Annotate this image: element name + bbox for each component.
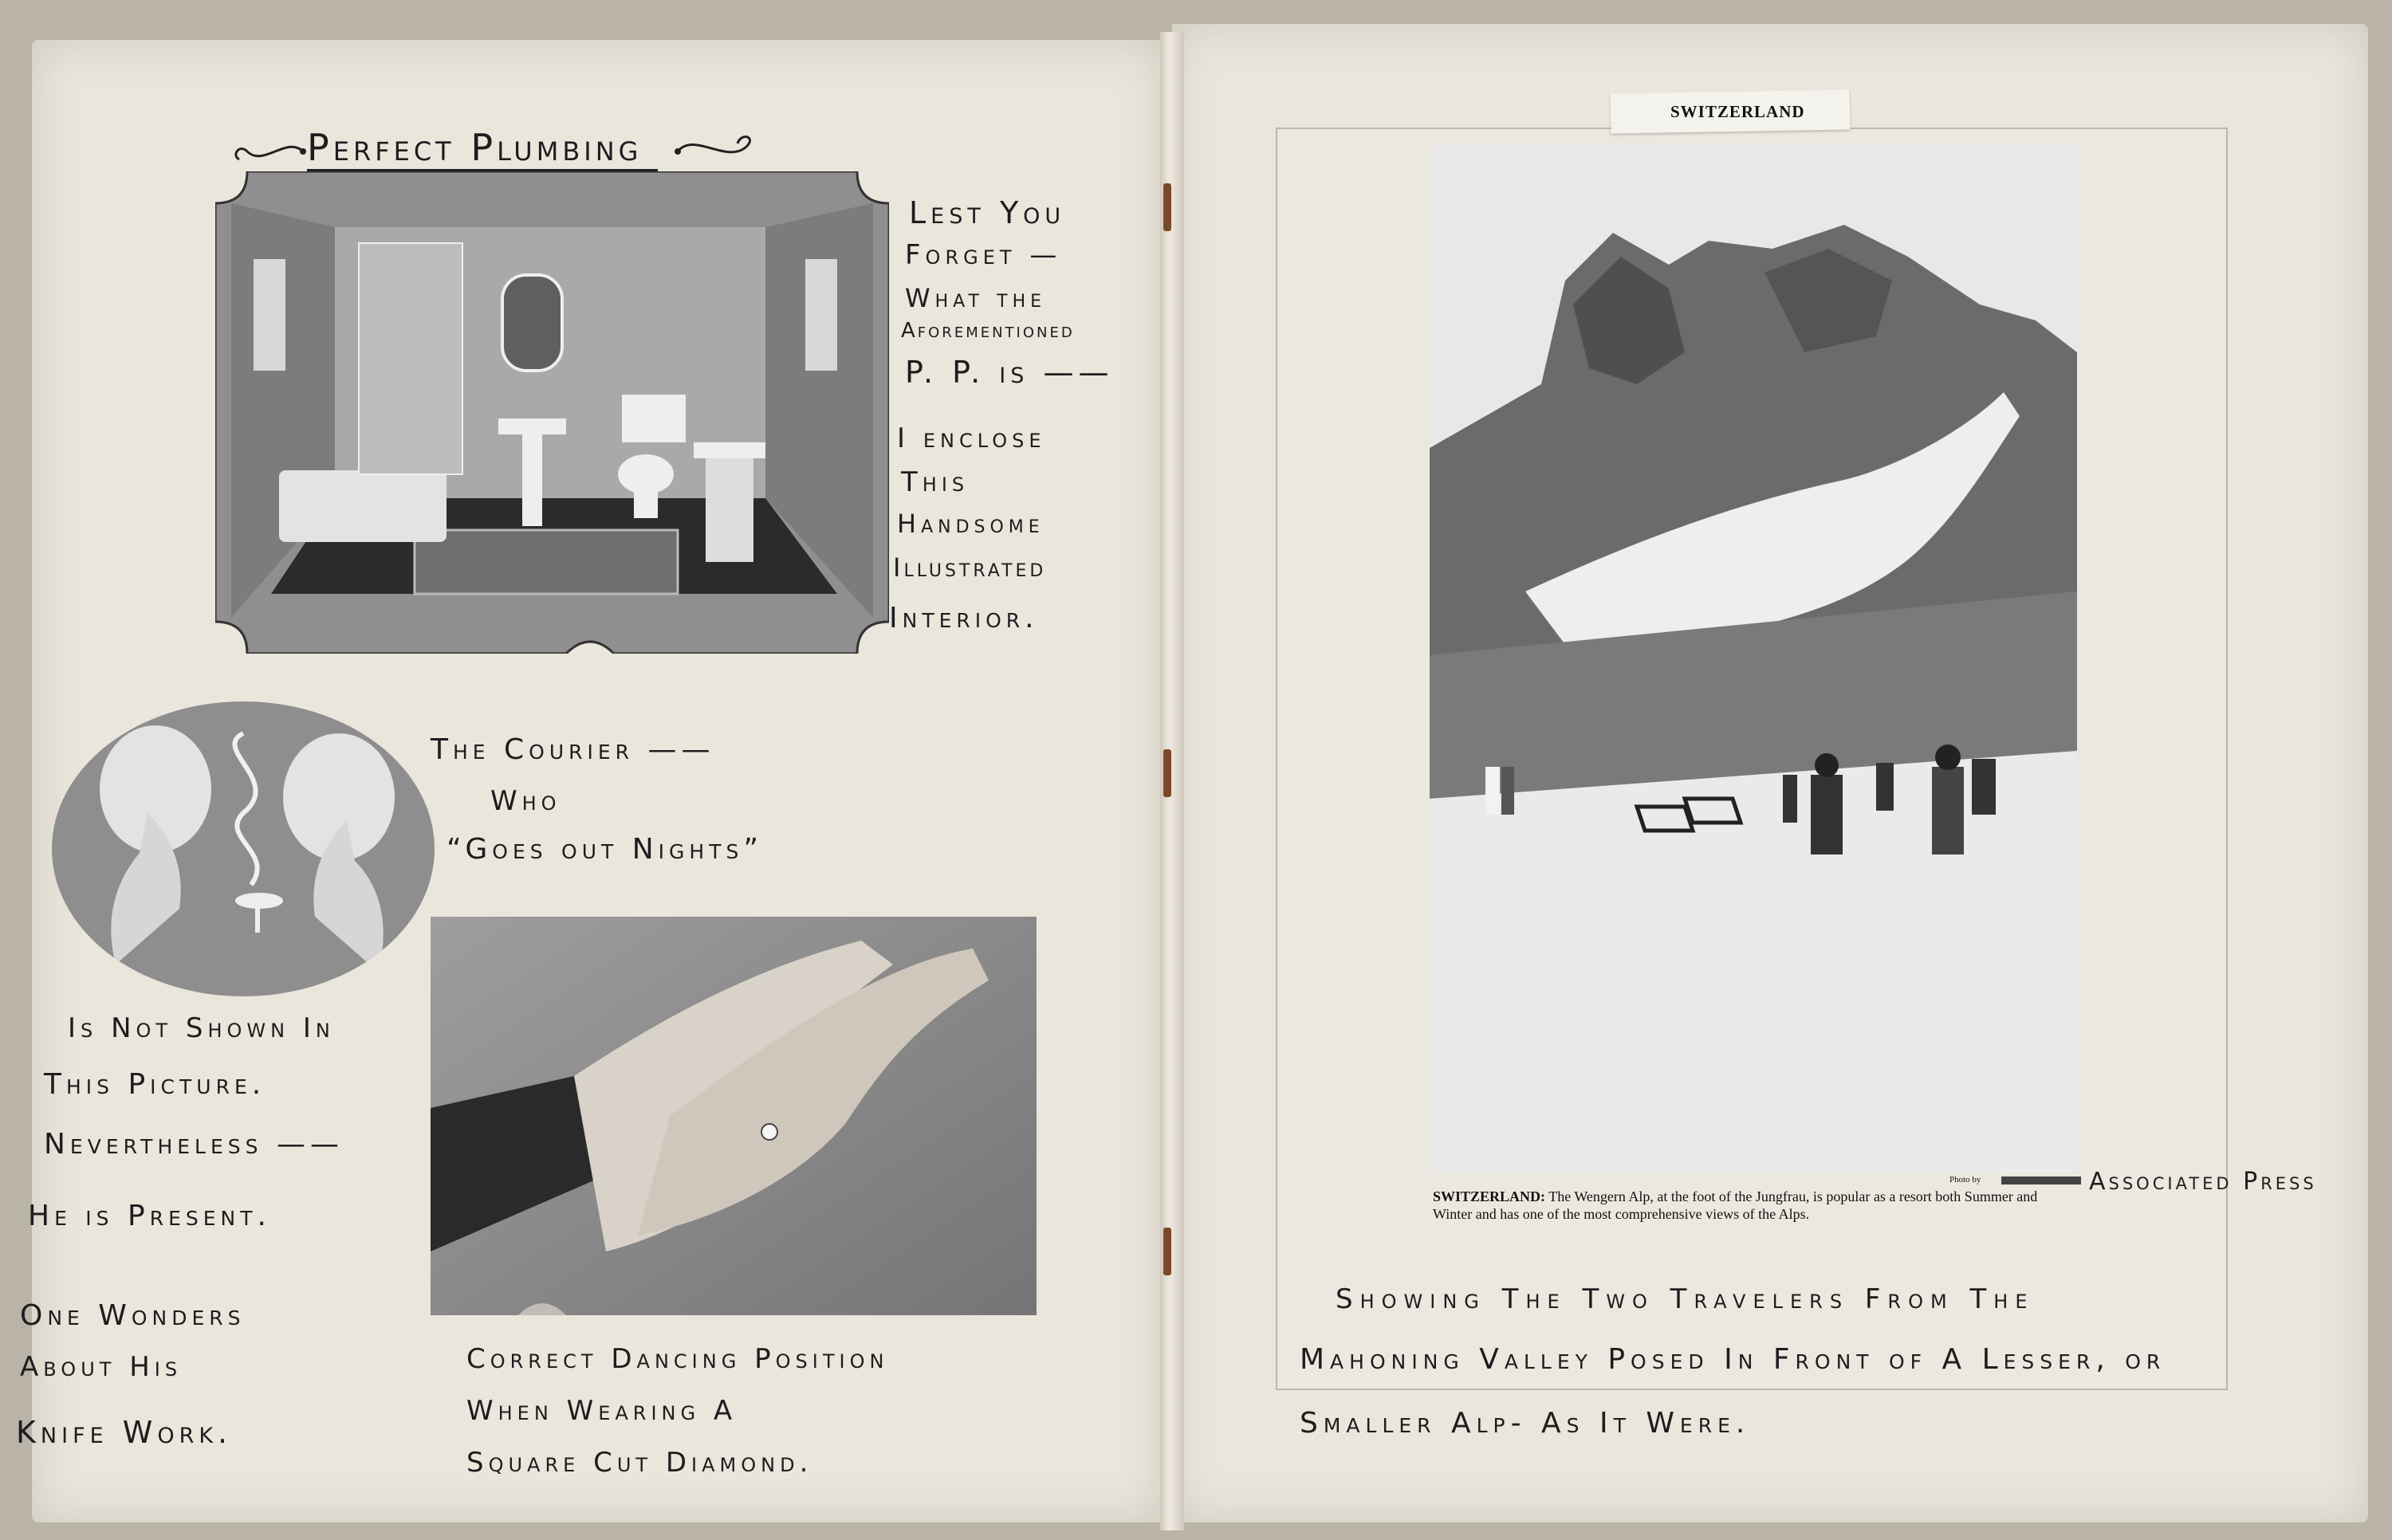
courier-illustration	[52, 701, 435, 996]
bathroom-illustration	[215, 171, 889, 654]
photo-credit-redaction	[2001, 1177, 2081, 1184]
title-flourish-left	[223, 132, 311, 175]
photo-caption	[1433, 1188, 2079, 1223]
staple	[1163, 749, 1171, 797]
title-flourish-right	[670, 128, 765, 175]
hands-photo	[431, 917, 1037, 1315]
photo-caption-text: The Wengern Alp, at the foot of the Jungfrau, is popular as a resort both Summer and Winter and has one of the most comprehensive views of the Alps.	[1433, 1188, 2038, 1222]
page-title: Perfect Plumbing	[307, 126, 643, 169]
photo-credit: Photo by	[1949, 1175, 1981, 1184]
photo-caption-label: SWITZERLAND:	[1433, 1188, 1546, 1204]
staple	[1163, 1228, 1171, 1275]
staple	[1163, 183, 1171, 231]
clipping-header: SWITZERLAND	[1670, 102, 1805, 121]
mountain-photo	[1430, 145, 2077, 1173]
press-note: Associated Press	[2089, 1168, 2317, 1196]
